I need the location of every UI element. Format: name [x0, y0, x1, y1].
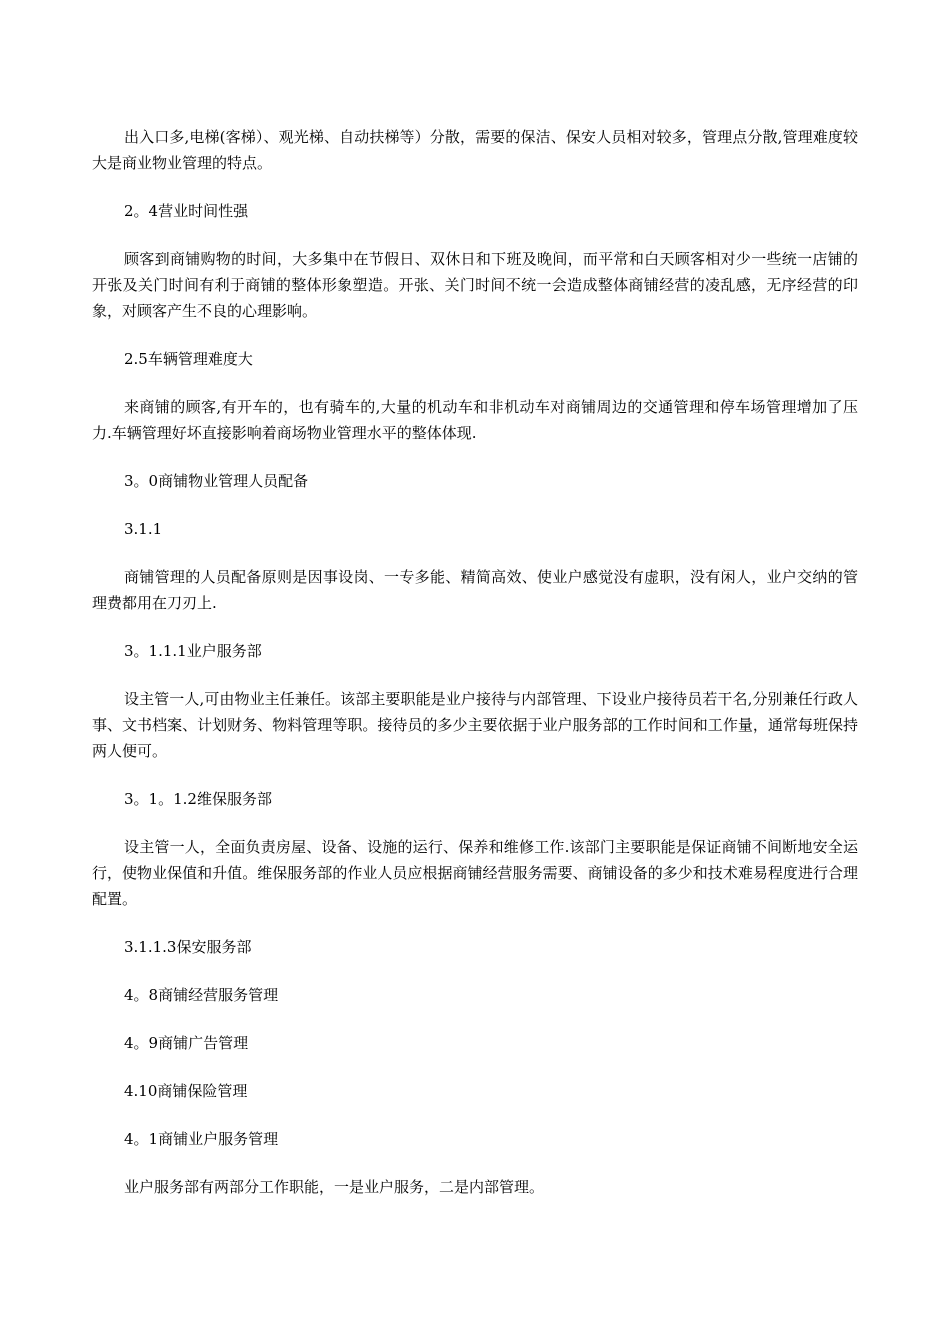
heading-security-dept: 3.1.1.3保安服务部 — [124, 938, 252, 956]
heading-maintenance-dept: 3。1。1.2维保服务部 — [124, 790, 272, 808]
paragraph-entrances: 出入口多,电梯(客梯）、观光梯、自动扶梯等）分散，需要的保洁、保安人员相对较多，管理点分散,管理难度较大是商业物业管理的特点。 — [92, 128, 858, 172]
paragraph-owner-service-dept: 设主管一人,可由物业主任兼任。该部主要职能是业户接待与内部管理、下设业户接待员若干名,分别兼任行政人事、文书档案、计划财务、物料管理等职。接待员的多少主要依据于业户服务部的工作时间和工作量，通常每班保持两人便可。 — [92, 690, 858, 760]
heading-insurance: 4.10商铺保险管理 — [124, 1082, 248, 1100]
heading-advertising: 4。9商铺广告管理 — [124, 1034, 249, 1052]
paragraph-maintenance-dept: 设主管一人，全面负责房屋、设备、设施的运行、保养和维修工作.该部门主要职能是保证商铺不间断地安全运行，使物业保值和升值。维保服务部的作业人员应根据商铺经营服务需要、商铺设备的多少和技术难易程度进行合理配置。 — [92, 838, 858, 908]
paragraph-business-hours: 顾客到商铺购物的时间，大多集中在节假日、双休日和下班及晚间，而平常和白天顾客相对少一些统一店铺的开张及关门时间有利于商铺的整体形象塑造。开张、关门时间不统一会造成整体商铺经营的凌乱感，无序经营的印象，对顾客产生不良的心理影响。 — [92, 250, 858, 320]
heading-owner-service-management: 4。1商铺业户服务管理 — [124, 1130, 279, 1148]
heading-business-hours: 2。4营业时间性强 — [124, 202, 249, 220]
paragraph-owner-service-functions: 业户服务部有两部分工作职能，一是业户服务，二是内部管理。 — [124, 1178, 545, 1196]
heading-vehicle-management: 2.5车辆管理难度大 — [124, 350, 253, 368]
heading-owner-service-dept: 3。1.1.1业户服务部 — [124, 642, 262, 660]
heading-3-1-1: 3.1.1 — [124, 520, 163, 538]
paragraph-vehicle-management: 来商铺的顾客,有开车的，也有骑车的,大量的机动车和非机动车对商铺周边的交通管理和停车场管理增加了压力.车辆管理好坏直接影响着商场物业管理水平的整体体现. — [92, 398, 858, 442]
heading-operation-service: 4。8商铺经营服务管理 — [124, 986, 279, 1004]
heading-staffing: 3。0商铺物业管理人员配备 — [124, 472, 309, 490]
paragraph-staffing-principle: 商铺管理的人员配备原则是因事设岗、一专多能、精简高效、使业户感觉没有虚职，没有闲人，业户交纳的管理费都用在刀刃上. — [92, 568, 858, 612]
